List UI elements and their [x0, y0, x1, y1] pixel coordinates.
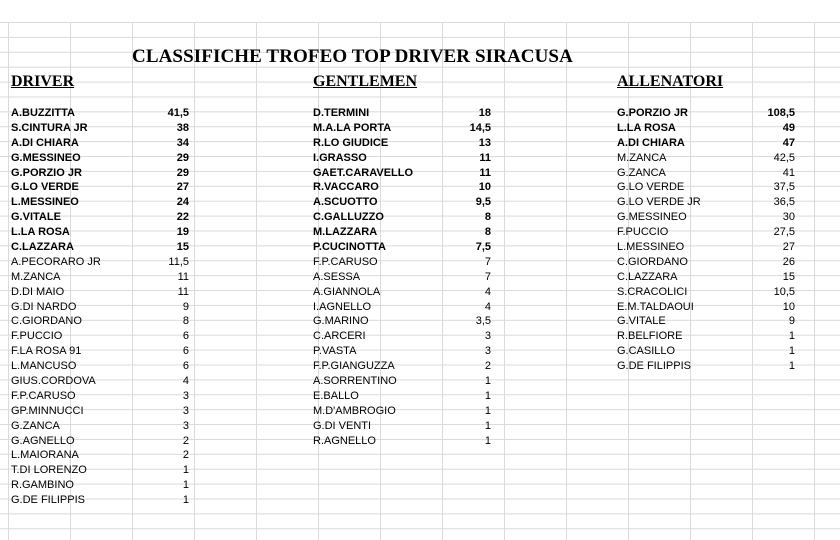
- participant-points: 9: [182, 300, 189, 313]
- heading-gentlemen: GENTLEMEN: [313, 73, 418, 90]
- participant-points: 10,5: [773, 285, 795, 298]
- ranking-row: [617, 255, 795, 270]
- ranking-row: [11, 434, 189, 449]
- participant-points: 1: [182, 464, 189, 477]
- participant-name: L.LA ROSA: [617, 121, 676, 134]
- participant-name: G.PORZIO JR: [11, 166, 82, 179]
- ranking-row: [11, 166, 189, 181]
- gentlemen-ranking-list: [313, 106, 491, 448]
- participant-points: 2: [182, 449, 189, 462]
- ranking-row: [11, 106, 189, 121]
- participant-name: R.BELFIORE: [617, 330, 683, 343]
- ranking-row: [11, 448, 189, 463]
- ranking-row: [11, 285, 189, 300]
- ranking-row: [11, 374, 189, 389]
- ranking-row: [11, 359, 189, 374]
- participant-points: 2: [182, 434, 189, 447]
- participant-points: 3: [484, 330, 491, 343]
- participant-name: F.PUCCIO: [617, 226, 669, 239]
- participant-name: A.BUZZITTA: [11, 107, 75, 119]
- ranking-row: [617, 240, 795, 255]
- allenatori-ranking-list: [617, 106, 795, 374]
- ranking-row: [313, 285, 491, 300]
- ranking-row: [617, 285, 795, 300]
- participant-points: 6: [182, 345, 189, 358]
- participant-name: A.GIANNOLA: [313, 285, 381, 298]
- ranking-row: [617, 136, 795, 151]
- participant-name: P.CUCINOTTA: [313, 241, 386, 254]
- participant-points: 8: [484, 226, 491, 239]
- participant-name: M.LAZZARA: [313, 226, 378, 239]
- participant-name: L.MANCUSO: [11, 360, 77, 373]
- ranking-row: [617, 151, 795, 166]
- participant-name: C.LAZZARA: [617, 270, 678, 283]
- participant-points: 19: [176, 226, 189, 239]
- ranking-row: [11, 180, 189, 195]
- participant-name: L.MESSINEO: [617, 241, 685, 254]
- participant-name: S.CRACOLICI: [617, 285, 688, 298]
- participant-name: L.LA ROSA: [11, 226, 70, 239]
- participant-points: 26: [782, 255, 795, 268]
- participant-name: G.LO VERDE: [11, 181, 79, 194]
- ranking-row: [11, 493, 189, 508]
- participant-points: 9: [788, 315, 795, 328]
- participant-points: 1: [484, 389, 491, 402]
- ranking-row: [617, 195, 795, 210]
- participant-points: 3: [484, 345, 491, 358]
- ranking-row: [617, 314, 795, 329]
- ranking-row: [11, 151, 189, 166]
- participant-points: 11,5: [168, 255, 189, 268]
- participant-points: 108,5: [767, 107, 795, 119]
- participant-points: 11: [177, 285, 189, 298]
- participant-points: 8: [484, 211, 491, 224]
- participant-points: 29: [176, 166, 189, 179]
- participant-points: 49: [782, 121, 795, 134]
- participant-name: G.AGNELLO: [11, 434, 75, 447]
- participant-points: 27: [176, 181, 189, 194]
- participant-points: 36,5: [773, 196, 795, 209]
- participant-name: R.GAMBINO: [11, 479, 74, 492]
- participant-name: M.A.LA PORTA: [313, 121, 392, 134]
- participant-name: GP.MINNUCCI: [11, 404, 84, 417]
- ranking-row: [617, 121, 795, 136]
- ranking-row: [617, 344, 795, 359]
- participant-name: I.AGNELLO: [313, 300, 372, 313]
- participant-points: 2: [484, 360, 491, 373]
- participant-name: D.TERMINI: [313, 107, 370, 119]
- ranking-row: [313, 329, 491, 344]
- ranking-row: [313, 210, 491, 225]
- participant-name: G.VITALE: [617, 315, 666, 328]
- participant-points: 11: [177, 270, 189, 283]
- ranking-row: [11, 136, 189, 151]
- participant-name: I.GRASSO: [313, 151, 367, 164]
- participant-name: A.SCUOTTO: [313, 196, 378, 209]
- participant-points: 3: [182, 419, 189, 432]
- participant-points: 1: [484, 375, 491, 388]
- ranking-row: [11, 419, 189, 434]
- participant-points: 10: [478, 181, 491, 194]
- ranking-row: [313, 106, 491, 121]
- ranking-row: [313, 195, 491, 210]
- participant-name: E.M.TALDAOUI: [617, 300, 694, 313]
- participant-name: G.DE FILIPPIS: [11, 494, 85, 507]
- participant-points: 4: [484, 300, 491, 313]
- ranking-row: [617, 106, 795, 121]
- participant-points: 27: [782, 241, 795, 254]
- ranking-row: [11, 255, 189, 270]
- participant-name: E.BALLO: [313, 389, 359, 402]
- ranking-row: [313, 225, 491, 240]
- participant-points: 27,5: [773, 226, 795, 239]
- participant-points: 30: [782, 211, 795, 224]
- participant-name: G.DI VENTI: [313, 419, 372, 432]
- participant-points: 14,5: [469, 121, 491, 134]
- heading-driver: DRIVER: [11, 73, 75, 90]
- participant-points: 1: [182, 479, 189, 492]
- ranking-row: [313, 359, 491, 374]
- participant-points: 15: [782, 270, 795, 283]
- ranking-row: [11, 463, 189, 478]
- participant-points: 18: [478, 107, 491, 119]
- participant-points: 22: [176, 211, 189, 224]
- ranking-row: [313, 434, 491, 449]
- participant-name: F.P.CARUSO: [313, 255, 378, 268]
- ranking-row: [617, 225, 795, 240]
- participant-name: M.D'AMBROGIO: [313, 404, 396, 417]
- participant-points: 9,5: [475, 196, 491, 209]
- participant-name: G.ZANCA: [11, 419, 60, 432]
- ranking-row: [313, 166, 491, 181]
- participant-name: GAET.CARAVELLO: [313, 166, 414, 179]
- ranking-row: [313, 255, 491, 270]
- participant-points: 34: [176, 136, 189, 149]
- participant-name: R.VACCARO: [313, 181, 379, 194]
- participant-name: S.CINTURA JR: [11, 121, 88, 134]
- participant-name: A.DI CHIARA: [617, 136, 685, 149]
- ranking-row: [617, 210, 795, 225]
- participant-points: 6: [182, 360, 189, 373]
- ranking-row: [11, 225, 189, 240]
- participant-points: 38: [176, 121, 189, 134]
- ranking-row: [11, 195, 189, 210]
- participant-name: P.VASTA: [313, 345, 357, 358]
- ranking-row: [313, 121, 491, 136]
- ranking-row: [11, 478, 189, 493]
- participant-points: 42,5: [773, 151, 795, 164]
- participant-name: A.SESSA: [313, 270, 361, 283]
- participant-points: 47: [782, 136, 795, 149]
- ranking-row: [313, 180, 491, 195]
- participant-name: R.AGNELLO: [313, 434, 376, 447]
- ranking-row: [617, 359, 795, 374]
- participant-points: 4: [182, 375, 189, 388]
- participant-points: 1: [788, 345, 795, 358]
- participant-points: 6: [182, 330, 189, 343]
- participant-name: G.VITALE: [11, 211, 61, 224]
- participant-name: G.MARINO: [313, 315, 369, 328]
- participant-name: G.LO VERDE: [617, 181, 685, 194]
- participant-points: 7: [484, 255, 491, 268]
- participant-points: 1: [788, 330, 795, 343]
- participant-name: C.ARCERI: [313, 330, 366, 343]
- participant-points: 11: [479, 166, 491, 179]
- participant-name: A.SORRENTINO: [313, 375, 397, 388]
- participant-name: C.GIORDANO: [11, 315, 82, 328]
- ranking-row: [617, 329, 795, 344]
- ranking-row: [11, 270, 189, 285]
- participant-name: L.MAIORANA: [11, 449, 79, 462]
- ranking-row: [313, 240, 491, 255]
- participant-name: C.GALLUZZO: [313, 211, 384, 224]
- ranking-row: [11, 404, 189, 419]
- ranking-row: [313, 270, 491, 285]
- participant-points: 24: [176, 196, 189, 209]
- participant-name: F.LA ROSA 91: [11, 345, 82, 358]
- participant-points: 1: [484, 434, 491, 447]
- participant-name: L.MESSINEO: [11, 196, 79, 209]
- ranking-row: [11, 344, 189, 359]
- participant-points: 3: [182, 404, 189, 417]
- participant-points: 10: [782, 300, 795, 313]
- ranking-row: [617, 166, 795, 181]
- participant-points: 4: [484, 285, 491, 298]
- participant-points: 7,5: [475, 241, 491, 254]
- participant-name: GIUS.CORDOVA: [11, 375, 96, 388]
- ranking-row: [11, 210, 189, 225]
- ranking-row: [11, 240, 189, 255]
- participant-points: 13: [478, 136, 491, 149]
- ranking-row: [313, 151, 491, 166]
- ranking-row: [11, 389, 189, 404]
- ranking-row: [11, 300, 189, 315]
- participant-points: 41,5: [167, 107, 189, 119]
- participant-name: G.ZANCA: [617, 166, 666, 179]
- heading-allenatori: ALLENATORI: [617, 73, 724, 90]
- participant-name: A.DI CHIARA: [11, 136, 79, 149]
- participant-name: A.PECORARO JR: [11, 255, 101, 268]
- ranking-row: [313, 389, 491, 404]
- participant-name: G.DE FILIPPIS: [617, 360, 691, 373]
- ranking-row: [11, 314, 189, 329]
- participant-points: 29: [176, 151, 189, 164]
- participant-name: G.PORZIO JR: [617, 107, 688, 119]
- participant-name: G.MESSINEO: [11, 151, 81, 164]
- driver-ranking-list: [11, 106, 189, 508]
- ranking-row: [313, 300, 491, 315]
- participant-name: C.LAZZARA: [11, 241, 74, 254]
- participant-name: G.MESSINEO: [617, 211, 687, 224]
- participant-points: 3,5: [475, 315, 491, 328]
- ranking-row: [313, 314, 491, 329]
- ranking-row: [11, 121, 189, 136]
- participant-points: 8: [182, 315, 189, 328]
- participant-points: 1: [788, 360, 795, 373]
- participant-name: F.P.CARUSO: [11, 389, 76, 402]
- participant-points: 1: [484, 419, 491, 432]
- participant-name: C.GIORDANO: [617, 255, 688, 268]
- participant-points: 3: [182, 389, 189, 402]
- ranking-row: [313, 136, 491, 151]
- participant-name: G.DI NARDO: [11, 300, 77, 313]
- participant-name: F.PUCCIO: [11, 330, 63, 343]
- ranking-row: [313, 404, 491, 419]
- participant-points: 1: [182, 494, 189, 507]
- participant-points: 41: [782, 166, 795, 179]
- ranking-row: [617, 270, 795, 285]
- participant-points: 11: [479, 151, 491, 164]
- participant-name: M.ZANCA: [617, 151, 667, 164]
- participant-points: 7: [484, 270, 491, 283]
- participant-name: F.P.GIANGUZZA: [313, 360, 395, 373]
- ranking-row: [11, 329, 189, 344]
- participant-name: T.DI LORENZO: [11, 464, 87, 477]
- participant-points: 1: [484, 404, 491, 417]
- ranking-row: [313, 374, 491, 389]
- ranking-row: [313, 344, 491, 359]
- participant-name: M.ZANCA: [11, 270, 61, 283]
- ranking-row: [617, 300, 795, 315]
- ranking-row: [617, 180, 795, 195]
- participant-points: 37,5: [773, 181, 795, 194]
- participant-name: D.DI MAIO: [11, 285, 65, 298]
- ranking-row: [313, 419, 491, 434]
- participant-points: 15: [176, 241, 189, 254]
- participant-name: R.LO GIUDICE: [313, 136, 389, 149]
- participant-name: G.CASILLO: [617, 345, 676, 358]
- page-title: CLASSIFICHE TROFEO TOP DRIVER SIRACUSA: [132, 46, 573, 67]
- participant-name: G.LO VERDE JR: [617, 196, 701, 209]
